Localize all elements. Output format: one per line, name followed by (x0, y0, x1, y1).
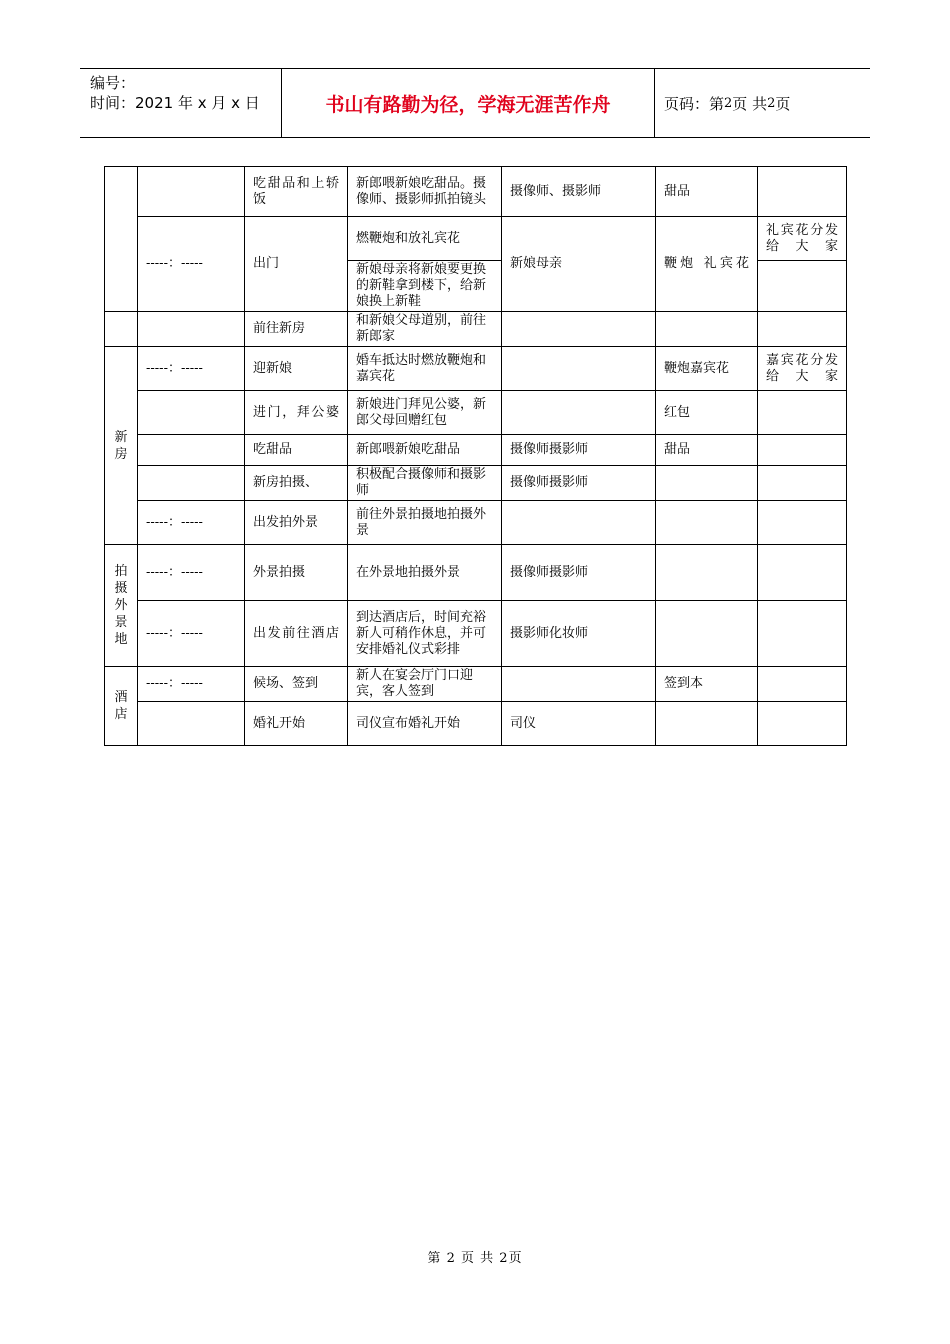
items-cell: 鞭炮嘉宾花 (656, 347, 758, 391)
items-cell (656, 466, 758, 501)
time-cell: -----：----- (138, 601, 245, 667)
footer-suffix: 页 (508, 1251, 523, 1266)
items-cell (656, 601, 758, 667)
page-footer (0, 1247, 950, 1266)
desc-cell: 新郎喂新娘吃甜品。摄像师、摄影师抓拍镜头 (348, 167, 502, 217)
footer-prefix: 第 (427, 1251, 442, 1266)
table-row (105, 167, 847, 217)
table-row (105, 501, 847, 545)
staff-cell (502, 501, 656, 545)
event-cell: 进门，拜公婆 (245, 391, 348, 435)
note-cell (758, 391, 847, 435)
note-cell (758, 435, 847, 466)
desc-cell: 在外景地拍摄外景 (348, 545, 502, 601)
desc-cell: 新人在宴会厅门口迎宾，客人签到 (348, 667, 502, 702)
footer-current: 2 (446, 1251, 456, 1266)
event-cell: 新房拍摄、 (245, 466, 348, 501)
table-row (105, 667, 847, 702)
desc-cell: 新娘进门拜见公婆，新郎父母回赠红包 (348, 391, 502, 435)
event-cell: 出发拍外景 (245, 501, 348, 545)
desc-cell: 新娘母亲将新娘要更换的新鞋拿到楼下，给新娘换上新鞋 (348, 261, 502, 312)
desc-cell: 前往外景拍摄地拍摄外景 (348, 501, 502, 545)
date-label: 时间：2021 年 x 月 x 日 (90, 94, 260, 112)
staff-cell: 摄像师摄影师 (502, 545, 656, 601)
note-cell: 礼宾花分发给大家 (758, 217, 847, 261)
event-cell: 婚礼开始 (245, 702, 348, 746)
time-cell (138, 466, 245, 501)
note-cell (758, 667, 847, 702)
items-cell: 鞭炮 礼宾花 (656, 217, 758, 312)
note-cell (758, 466, 847, 501)
desc-cell: 燃鞭炮和放礼宾花 (348, 217, 502, 261)
note-cell (758, 167, 847, 217)
doc-number-label: 编号： (90, 74, 136, 92)
wedding-schedule-table (104, 166, 847, 746)
time-cell (138, 435, 245, 466)
table-row (105, 347, 847, 391)
header-motto: 书山有路勤为径，学海无涯苦作舟 (325, 93, 611, 116)
page-total: 2 (767, 95, 776, 111)
staff-cell: 新娘母亲 (502, 217, 656, 312)
table-row (105, 466, 847, 501)
section-label: 酒店 (114, 690, 128, 722)
table-row (105, 217, 847, 261)
desc-cell: 婚车抵达时燃放鞭炮和嘉宾花 (348, 347, 502, 391)
time-cell: -----：----- (138, 667, 245, 702)
footer-total: 2 (499, 1251, 509, 1266)
event-cell: 候场、签到 (245, 667, 348, 702)
note-cell (758, 545, 847, 601)
event-cell: 吃甜品 (245, 435, 348, 466)
page-mid: 页 共 (732, 94, 768, 113)
header-meta (90, 73, 260, 113)
event-cell: 出发前往酒店 (245, 601, 348, 667)
items-cell: 甜品 (656, 435, 758, 466)
time-cell: -----：----- (138, 217, 245, 312)
event-cell: 前往新房 (245, 312, 348, 347)
event-cell: 外景拍摄 (245, 545, 348, 601)
note-cell (758, 601, 847, 667)
page-suffix: 页 (775, 94, 791, 113)
page-current: 2 (724, 95, 733, 111)
desc-cell: 司仪宣布婚礼开始 (348, 702, 502, 746)
staff-cell (502, 391, 656, 435)
note-cell (758, 312, 847, 347)
note-cell (758, 261, 847, 312)
section-label: 新房 (114, 429, 128, 462)
time-cell (138, 391, 245, 435)
event-cell: 吃甜品和上轿饭 (245, 167, 348, 217)
page-prefix: 页码：第 (664, 94, 725, 113)
time-cell: -----：----- (138, 501, 245, 545)
page-header (80, 68, 870, 138)
table-row (105, 545, 847, 601)
items-cell: 签到本 (656, 667, 758, 702)
staff-cell: 摄像师摄影师 (502, 466, 656, 501)
desc-cell: 和新娘父母道别，前往新郎家 (348, 312, 502, 347)
staff-cell: 摄像师摄影师 (502, 435, 656, 466)
note-cell: 嘉宾花分发给大家 (758, 347, 847, 391)
items-cell (656, 501, 758, 545)
items-cell (656, 702, 758, 746)
staff-cell (502, 312, 656, 347)
time-cell: -----：----- (138, 347, 245, 391)
event-cell: 出门 (245, 217, 348, 312)
note-cell (758, 501, 847, 545)
section-cell (105, 667, 138, 746)
header-page-info (664, 69, 790, 137)
section-cell (105, 545, 138, 667)
desc-cell: 到达酒店后，时间充裕新人可稍作休息，并可安排婚礼仪式彩排 (348, 601, 502, 667)
items-cell: 甜品 (656, 167, 758, 217)
note-cell (758, 702, 847, 746)
desc-cell: 积极配合摄像师和摄影师 (348, 466, 502, 501)
items-cell (656, 545, 758, 601)
table-row (105, 312, 847, 347)
staff-cell (502, 347, 656, 391)
time-cell (138, 312, 245, 347)
section-label: 拍摄外景地 (114, 564, 128, 647)
table-row (105, 435, 847, 466)
footer-mid: 页 共 (461, 1251, 495, 1266)
items-cell: 红包 (656, 391, 758, 435)
items-cell (656, 312, 758, 347)
table-row (105, 702, 847, 746)
event-cell: 迎新娘 (245, 347, 348, 391)
time-cell (138, 702, 245, 746)
table-row (105, 391, 847, 435)
section-cell (105, 312, 138, 347)
header-divider (654, 69, 655, 137)
staff-cell: 司仪 (502, 702, 656, 746)
desc-cell: 新郎喂新娘吃甜品 (348, 435, 502, 466)
staff-cell: 摄影师化妆师 (502, 601, 656, 667)
time-cell (138, 167, 245, 217)
section-cell (105, 347, 138, 545)
section-cell (105, 167, 138, 312)
staff-cell (502, 667, 656, 702)
time-cell: -----：----- (138, 545, 245, 601)
staff-cell: 摄像师、摄影师 (502, 167, 656, 217)
table-row (105, 601, 847, 667)
